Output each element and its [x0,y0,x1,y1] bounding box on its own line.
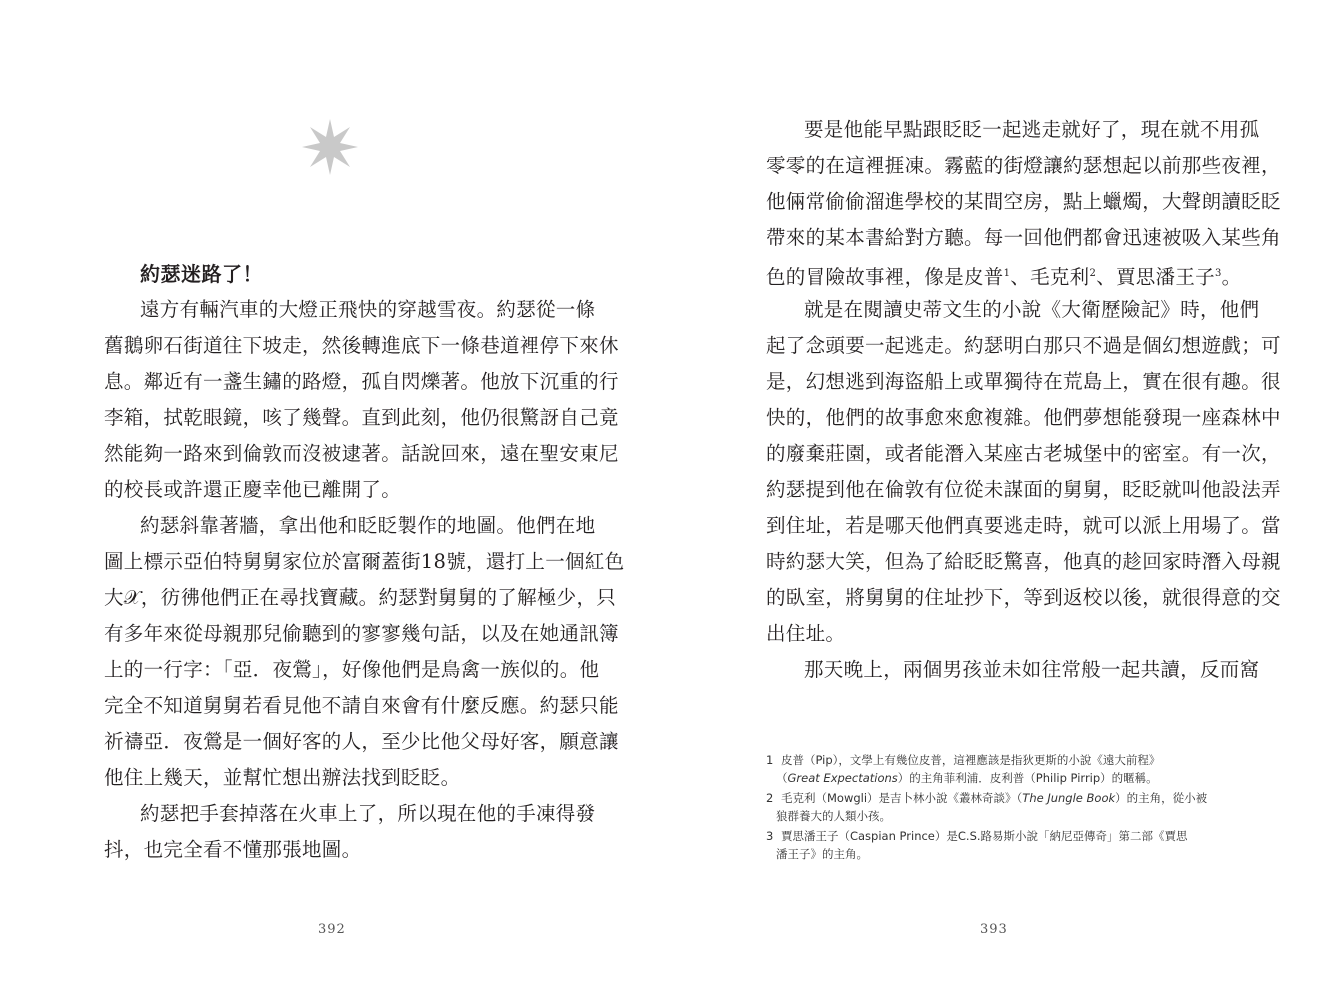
text-line: 約瑟把手套掉落在火車上了，所以現在他的手凍得發 [140,802,596,825]
text-line: 零零的在這裡捱凍。霧藍的街燈讓約瑟想起以前那些夜裡， [766,154,1281,177]
chapter-heading: 約瑟迷路了！ [140,262,263,286]
footnote-3-cont: 潘王子》的主角。 [776,847,868,861]
page-number: 392 [318,922,346,937]
text-line: 帶來的某本書給對方聽。每一回他們都會迅速被吸入某些角 [766,226,1281,249]
text-line: 的校長或許還正慶幸他已離開了。 [104,478,402,501]
footnote-mark: 1 [1003,268,1011,279]
text-line: 的臥室，將舅舅的住址抄下，等到返校以後，就很得意的交 [766,586,1281,609]
footnote-3 [766,828,1188,845]
footnote-text: ）的主角，從小被 [1115,791,1208,805]
text-segment: 。 [1221,265,1242,289]
text-line: 那天晚上，兩個男孩並未如往常般一起共讀，反而窩 [804,658,1260,681]
footnote-number: 2 [766,791,774,805]
text-line: 圖上標示亞伯特舅舅家位於富爾蓋街18號，還打上一個紅色 [104,550,625,573]
text-line: 遠方有輛汽車的大燈正飛快的穿越雪夜。約瑟從一條 [140,298,596,321]
text-line: 起了念頭要一起逃走。約瑟明白那只不過是個幻想遊戲；可 [766,334,1281,357]
text-line: 要是他能早點跟眨眨一起逃走就好了，現在就不用孤 [804,118,1260,141]
text-line: 抖，也完全看不懂那張地圖。 [104,838,362,861]
text-line: 他倆常偷偷溜進學校的某間空房，點上蠟燭，大聲朗讀眨眨 [766,190,1281,213]
text-line: 到住址，若是哪天他們真要逃走時，就可以派上用場了。當 [766,514,1281,537]
text-line: 有多年來從母親那兒偷聽到的寥寥幾句話，以及在她通訊簿 [104,622,619,645]
book-title: The Jungle Book [1022,791,1116,805]
text-line: 就是在閱讀史蒂文生的小說《大衛歷險記》時，他們 [804,298,1260,321]
text-line-with-footnotes [766,256,1241,292]
text-line: 時約瑟大笑，但為了給眨眨驚喜，他真的趁回家時潛入母親 [766,550,1281,573]
text-line: 祈禱亞．夜鶯是一個好客的人，至少比他父母好客，願意讓 [104,730,619,753]
footnote-text: ）的主角菲利浦．皮利普（Philip Pirrip）的暱稱。 [897,771,1158,785]
footnote-1 [766,752,1160,769]
text-line: 完全不知道舅舅若看見他不請自來會有什麼反應。約瑟只能 [104,694,619,717]
text-line: 快的，他們的故事愈來愈複雜。他們夢想能發現一座森林中 [766,406,1281,429]
text-segment: 、毛克利 [1010,265,1090,289]
text-line: 是，幻想逃到海盜船上或單獨待在荒島上，實在很有趣。很 [766,370,1281,393]
footnote-2-cont: 狼群養大的人類小孩。 [776,809,891,823]
text-segment: 色的冒險故事裡，像是皮普 [766,265,1004,289]
text-line: 然能夠一路來到倫敦而沒被逮著。話說回來，遠在聖安東尼 [104,442,619,465]
text-line: 息。鄰近有一盞生鏽的路燈，孤自閃爍著。他放下沉重的行 [104,370,619,393]
right-page [662,0,1323,992]
footnote-number: 3 [766,829,774,843]
text-line: 李箱，拭乾眼鏡，咳了幾聲。直到此刻，他仍很驚訝自己竟 [104,406,619,429]
text-line: 上的一行字：「亞．夜鶯」，好像他們是鳥禽一族似的。他 [104,658,600,681]
star-ornament-icon [300,117,360,177]
text-line: 大𝒳，彷彿他們正在尋找寶藏。約瑟對舅舅的了解極少，只 [104,586,617,609]
footnote-2 [766,790,1207,807]
text-line: 舊鵝卵石街道往下坡走，然後轉進底下一條巷道裡停下來休 [104,334,619,357]
footnote-mark: 3 [1214,268,1222,279]
footnote-1-cont [776,770,1158,787]
book-title: Great Expectations [787,771,898,785]
footnote-text: 毛克利（Mowgli）是吉卜林小說《叢林奇談》（ [780,791,1023,805]
text-line: 出住址。 [766,622,846,645]
footnote-text: 皮普（Pip），文學上有幾位皮普，這裡應該是指狄更斯的小說《遠大前程》 [780,753,1161,767]
text-segment: 、賈思潘王子 [1096,265,1215,289]
footnote-text: 賈思潘王子（Caspian Prince）是C.S.路易斯小說「納尼亞傳奇」第二部《賈思 [780,829,1188,843]
text-line: 他住上幾天，並幫忙想出辦法找到眨眨。 [104,766,461,789]
text-line: 約瑟斜靠著牆，拿出他和眨眨製作的地圖。他們在地 [140,514,596,537]
text-line: 約瑟提到他在倫敦有位從未謀面的舅舅，眨眨就叫他設法弄 [766,478,1281,501]
footnote-text: （ [776,771,788,785]
text-line: 的廢棄莊園，或者能潛入某座古老城堡中的密室。有一次， [766,442,1281,465]
footnote-mark: 2 [1089,268,1097,279]
page-number: 393 [980,922,1008,937]
footnote-number: 1 [766,753,774,767]
